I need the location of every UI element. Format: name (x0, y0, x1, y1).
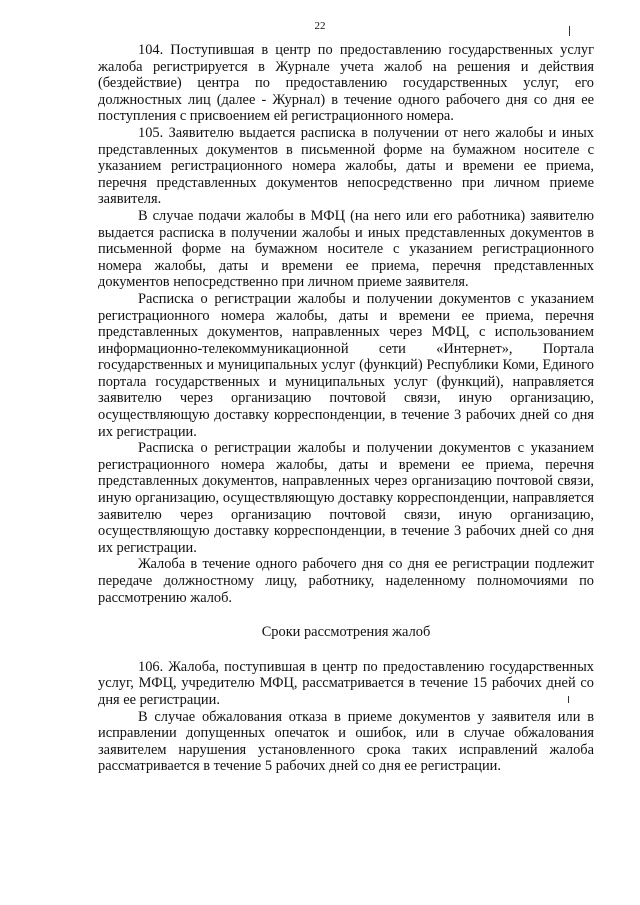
paragraph-receipt-postal: Расписка о регистрации жалобы и получении документов с указанием регистрационного номера жалобы, даты и времени ее приема, перечня представленных документов, направленных через организацию почтовой связи, иную организацию, осуществляющую доставку корреспонденции, направляется заявителю через организацию почтовой связи, иную организацию, осуществляющую доставку корреспонденции, в течение 3 рабочих дней со дня их регистрации. (98, 440, 594, 556)
paragraph-appeal-terms: В случае обжалования отказа в приеме документов у заявителя или в исправлении допущенных опечаток и ошибок, или в случае обжалования заявителем нарушения установленного срока таких исправлений жалоба рассматривается в течение 5 рабочих дней со дня ее регистрации. (98, 708, 594, 775)
section-heading: Сроки рассмотрения жалоб (261, 624, 431, 641)
paragraph-mfc-receipt: В случае подачи жалобы в МФЦ (на него или его работника) заявителю выдается расписка в получении жалобы и иных представленных документов в письменной форме на бумажном носителе с указанием регистрационного номера жалобы, даты и времени ее приема, перечня представленных документов непосредственно при личном приеме заявителя. (98, 207, 594, 291)
scan-mark (569, 26, 570, 36)
paragraph-105: 105. Заявителю выдается расписка в получении от него жалобы и иных представленных документов в письменной форме на бумажном носителе с указанием регистрационного номера жалобы, даты и времени ее приема, перечня представленных документов непосредственно при личном приеме заявителя. (98, 124, 594, 208)
document-body (98, 42, 594, 775)
paragraph-104: 104. Поступившая в центр по предоставлению государственных услуг жалоба регистрируется в Журнале учета жалоб на решения и действия (бездействие) центра по предоставлению государственных услуг, его должностных лиц (далее - Журнал) в течение одного рабочего дня со дня ее поступления с присвоением ей регистрационного номера. (98, 42, 594, 125)
paragraph-106: 106. Жалоба, поступившая в центр по предоставлению государственных услуг, МФЦ, учредителю МФЦ, рассматривается в течение 15 рабочих дней со дня ее регистрации. (98, 658, 594, 708)
paragraph-receipt-online: Расписка о регистрации жалобы и получении документов с указанием регистрационного номера жалобы, даты и времени ее приема, перечня представленных документов, направленных через МФЦ, с использованием информационно-телекоммуникационной сети «Интернет», Портала государственных и муниципальных услуг (функций) Республики Коми, Единого портала государственных и муниципальных услуг (функций), направляется заявителю через организацию почтовой связи, иную организацию, осуществляющую доставку корреспонденции, в течение 3 рабочих дней со дня их регистрации. (98, 290, 594, 440)
paragraph-transfer: Жалоба в течение одного рабочего дня со дня ее регистрации подлежит передаче должностному лицу, работнику, наделенному полномочиями по рассмотрению жалоб. (98, 556, 594, 606)
page-number: 22 (314, 20, 326, 32)
